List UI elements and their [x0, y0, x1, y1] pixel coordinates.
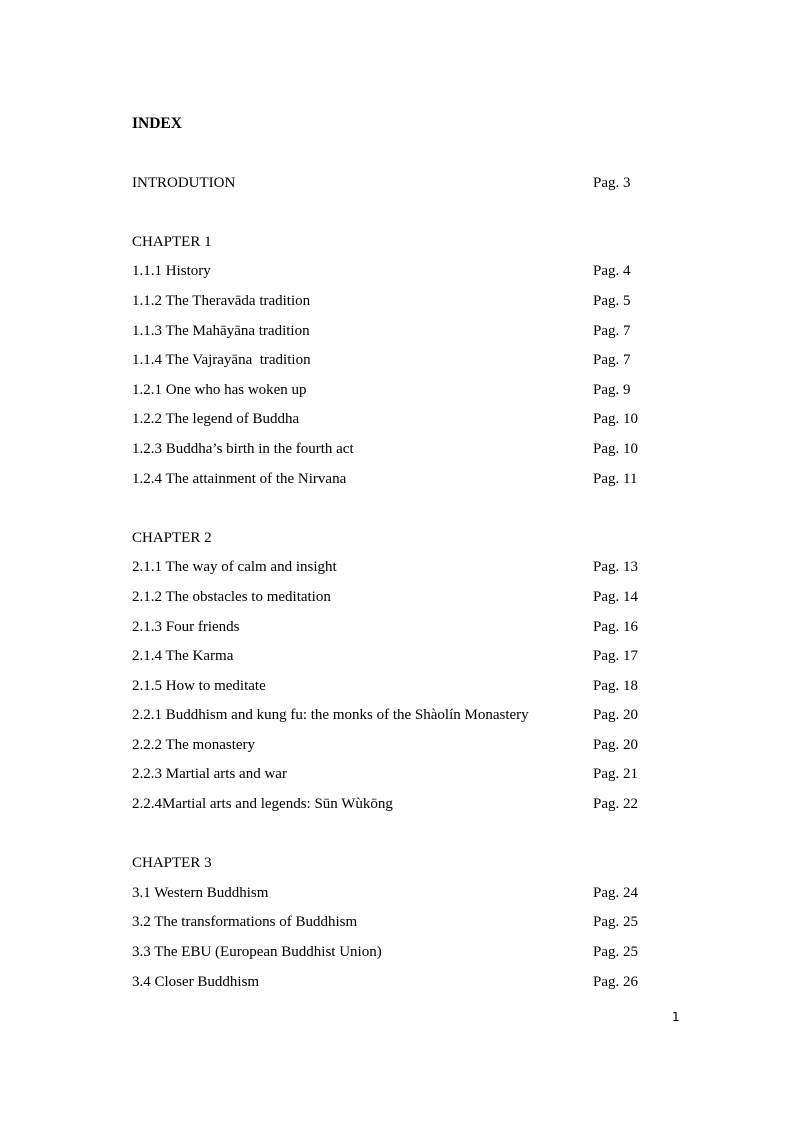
toc-entry[interactable]: [132, 290, 672, 312]
toc-entry-page: Pag. 4: [593, 263, 631, 279]
toc-entry-page: Pag. 22: [593, 796, 638, 812]
toc-entry[interactable]: [132, 704, 672, 726]
toc-entry-page: Pag. 7: [593, 323, 631, 339]
toc-entry-title: 1.1.1 History: [132, 263, 211, 279]
toc-entry-page: Pag. 10: [593, 441, 638, 457]
toc-entry-page: Pag. 20: [593, 737, 638, 753]
toc-entry[interactable]: [132, 793, 672, 815]
toc-entry-title: 1.2.4 The attainment of the Nirvana: [132, 471, 347, 487]
toc-entry-title: 1.1.2 The Theravāda tradition: [132, 293, 311, 309]
toc-entry-title: 3.2 The transformations of Buddhism: [132, 914, 358, 930]
toc-entry-title: 1.2.3 Buddha’s birth in the fourth act: [132, 441, 354, 457]
toc-entry[interactable]: [132, 349, 672, 371]
chapter-1-heading: CHAPTER 1: [132, 234, 212, 250]
chapter-2-heading: CHAPTER 2: [132, 530, 212, 546]
toc-entry-page: Pag. 21: [593, 766, 638, 782]
toc-entry-title: 2.2.4Martial arts and legends: Sūn Wùkōng: [132, 796, 393, 812]
chapter-3-heading: CHAPTER 3: [132, 855, 212, 871]
toc-entry-page: Pag. 20: [593, 707, 638, 723]
toc-entry-page: Pag. 7: [593, 352, 631, 368]
toc-entry[interactable]: [132, 556, 672, 578]
index-title: INDEX: [132, 115, 182, 132]
toc-entry-title: 3.3 The EBU (European Buddhist Union): [132, 944, 382, 960]
toc-entry-title: 2.2.1 Buddhism and kung fu: the monks of the Shàolín Monastery: [132, 707, 529, 723]
toc-entry-title: 2.1.1 The way of calm and insight: [132, 559, 337, 575]
toc-entry[interactable]: [132, 941, 672, 963]
toc-entry-title: 3.1 Western Buddhism: [132, 885, 269, 901]
toc-entry-page: Pag. 13: [593, 559, 638, 575]
toc-entry[interactable]: [132, 468, 672, 490]
toc-entry[interactable]: [132, 438, 672, 460]
toc-entry[interactable]: [132, 675, 672, 697]
toc-entry-page: Pag. 25: [593, 944, 638, 960]
toc-entry[interactable]: [132, 260, 672, 282]
toc-entry[interactable]: [132, 763, 672, 785]
toc-entry-page: Pag. 18: [593, 678, 638, 694]
toc-entry-page: Pag. 9: [593, 382, 631, 398]
toc-entry-page: Pag. 5: [593, 293, 631, 309]
toc-entry-page: Pag. 14: [593, 589, 638, 605]
toc-entry[interactable]: [132, 379, 672, 401]
toc-entry-page: Pag. 16: [593, 619, 638, 635]
toc-entry-title: 2.1.2 The obstacles to meditation: [132, 589, 331, 605]
toc-entry[interactable]: [132, 734, 672, 756]
toc-entry-title: 2.1.3 Four friends: [132, 619, 240, 635]
toc-entry-page: Pag. 24: [593, 885, 638, 901]
toc-entry-page: Pag. 10: [593, 411, 638, 427]
toc-entry[interactable]: [132, 586, 672, 608]
toc-entry-title: 1.2.2 The legend of Buddha: [132, 411, 300, 427]
toc-entry-title: 2.2.2 The monastery: [132, 737, 256, 753]
toc-entry[interactable]: [132, 971, 672, 993]
toc-entry-page: Pag. 25: [593, 914, 638, 930]
toc-entry[interactable]: [132, 911, 672, 933]
toc-entry-page: Pag. 17: [593, 648, 638, 664]
toc-entry-title: 1.2.1 One who has woken up: [132, 382, 307, 398]
toc-entry-introduction[interactable]: [132, 172, 672, 194]
toc-entry-title: 1.1.4 The Vajrayāna tradition: [132, 352, 311, 368]
page-number: 1: [672, 1010, 680, 1024]
toc-entry-page: Pag. 3: [593, 175, 631, 191]
toc-entry[interactable]: [132, 320, 672, 342]
toc-entry[interactable]: [132, 645, 672, 667]
toc-entry[interactable]: [132, 616, 672, 638]
toc-entry-title: 2.1.4 The Karma: [132, 648, 234, 664]
toc-entry-page: Pag. 11: [593, 471, 638, 487]
toc-entry[interactable]: [132, 882, 672, 904]
toc-entry-title: 2.1.5 How to meditate: [132, 678, 266, 694]
toc-entry-title: 3.4 Closer Buddhism: [132, 974, 260, 990]
toc-entry[interactable]: [132, 408, 672, 430]
toc-entry-title: 1.1.3 The Mahāyāna tradition: [132, 323, 310, 339]
toc-entry-title: INTRODUTION: [132, 175, 236, 191]
toc-entry-title: 2.2.3 Martial arts and war: [132, 766, 287, 782]
toc-entry-page: Pag. 26: [593, 974, 638, 990]
